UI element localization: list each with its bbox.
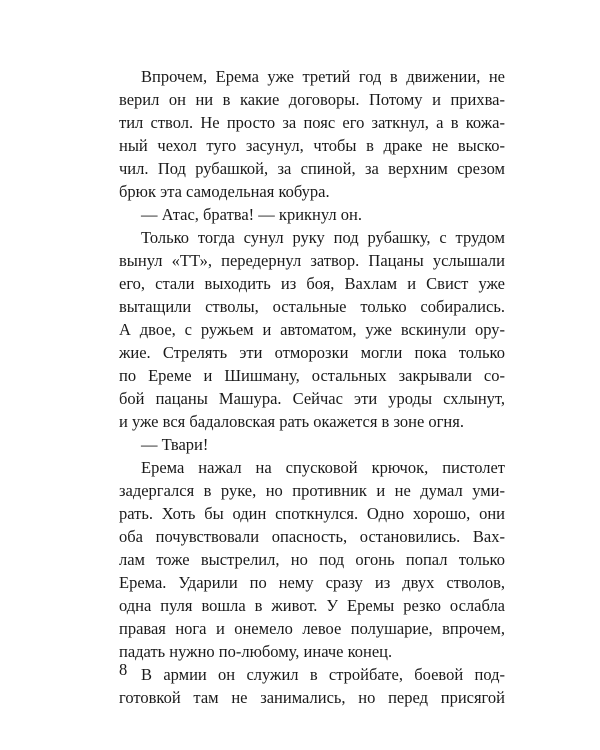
text-line: его, стали выходить из боя, Вахлам и Свист уже [119, 274, 505, 293]
text-line: падать нужно по-любому, иначе конец. [119, 642, 393, 661]
text-line: чил. Под рубашкой, за спиной, за верхним срезом [119, 159, 505, 178]
page-number: 8 [119, 660, 128, 679]
text-line: Впрочем, Ерема уже третий год в движении, не [141, 67, 505, 86]
body-text [119, 65, 505, 709]
text-line: верил он ни в какие договоры. Потому и прихва- [119, 90, 505, 109]
text-line: вынул «ТТ», передернул затвор. Пацаны услышали [119, 251, 505, 270]
text-line: бой пацаны Машура. Сейчас эти уроды схлынут, [119, 389, 505, 408]
text-line: одна пуля вошла в живот. У Еремы резко ослабла [119, 596, 505, 615]
text-line: ный чехол туго засунул, чтобы в драке не выско- [119, 136, 505, 155]
text-line: Ерема нажал на спусковой крючок, пистолет [141, 458, 505, 477]
text-line: готовкой там не занимались, но перед присягой [119, 688, 505, 707]
text-line: — Твари! [141, 435, 209, 454]
text-line: жие. Стрелять эти отморозки могли пока только [119, 343, 505, 362]
text-line: рать. Хоть бы один споткнулся. Одно хорошо, они [119, 504, 505, 523]
text-line: задергался в руке, но противник и не думал уми- [119, 481, 505, 500]
text-line: В армии он служил в стройбате, боевой под- [141, 665, 505, 684]
text-line: А двое, с ружьем и автоматом, уже вскинули ору- [119, 320, 505, 339]
text-line: тил ствол. Не просто за пояс его заткнул, а в кожа- [119, 113, 505, 132]
text-line: вытащили стволы, остальные только собирались. [119, 297, 505, 316]
text-line: Только тогда сунул руку под рубашку, с трудом [141, 228, 505, 247]
text-line: правая нога и онемело левое полушарие, впрочем, [119, 619, 505, 638]
text-line: лам тоже выстрелил, но под огонь попал только [119, 550, 505, 569]
text-line: и уже вся бадаловская рать окажется в зоне огня. [119, 412, 464, 431]
text-line: оба почувствовали опасность, остановились. Вах- [119, 527, 505, 546]
text-line: — Атас, братва! — крикнул он. [141, 205, 362, 224]
text-line: Ерема. Ударили по нему сразу из двух стволов, [119, 573, 505, 592]
text-line: по Ереме и Шишману, остальных закрывали со- [119, 366, 505, 385]
text-line: брюк эта самодельная кобура. [119, 182, 330, 201]
